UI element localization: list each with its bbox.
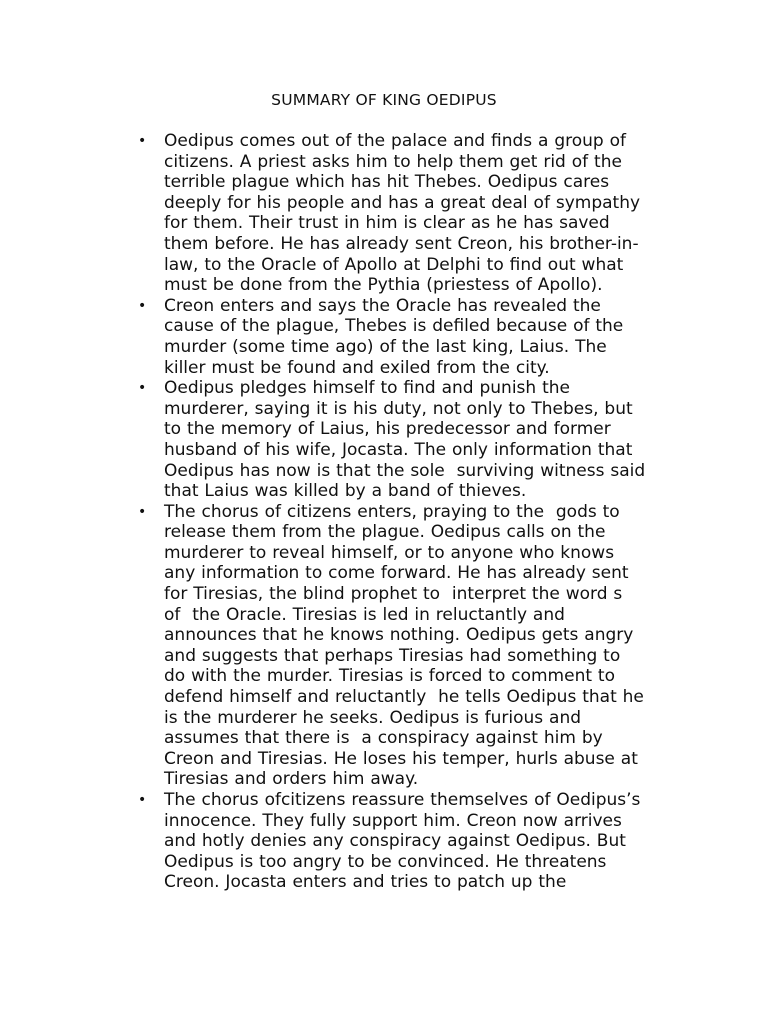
- text-line: terrible plague which has hit Thebes. Oedipus cares: [164, 172, 610, 193]
- text-line: cause of the plague, Thebes is defiled because of the: [164, 316, 624, 337]
- bullet-icon: •: [138, 133, 147, 149]
- text-line: Creon and Tiresias. He loses his temper, hurls abuse at: [164, 748, 638, 769]
- text-line: Oedipus pledges himself to find and punish the: [164, 378, 570, 399]
- text-line: killer must be found and exiled from the city.: [164, 357, 550, 378]
- text-line: any information to come forward. He has already sent: [164, 563, 629, 584]
- page-title: SUMMARY OF KING OEDIPUS: [271, 91, 497, 109]
- text-line: announces that he knows nothing. Oedipus gets angry: [164, 625, 634, 646]
- bullet-icon: •: [138, 792, 147, 808]
- text-line: must be done from the Pythia (priestess of Apollo).: [164, 275, 603, 296]
- text-line: Oedipus is too angry to be convinced. He threatens: [164, 851, 607, 872]
- text-line: Creon enters and says the Oracle has revealed the: [164, 295, 601, 316]
- text-line: murder (some time ago) of the last king, Laius. The: [164, 336, 607, 357]
- text-line: of the Oracle. Tiresias is led in reluctantly and: [164, 604, 565, 625]
- bullet-item: [138, 131, 668, 296]
- text-line: for them. Their trust in him is clear as he has saved: [164, 213, 610, 234]
- text-line: Tiresias and orders him away.: [164, 769, 419, 790]
- text-line: that Laius was killed by a band of thieves.: [164, 481, 527, 502]
- text-line: murderer, saying it is his duty, not only to Thebes, but: [164, 398, 633, 419]
- text-line: law, to the Oracle of Apollo at Delphi to find out what: [164, 254, 624, 275]
- text-line: The chorus of citizens enters, praying to the gods to: [164, 501, 620, 522]
- text-line: murderer to reveal himself, or to anyone who knows: [164, 542, 615, 563]
- text-line: them before. He has already sent Creon, his brother-in-: [164, 233, 639, 254]
- text-line: Oedipus comes out of the palace and finds a group of: [164, 131, 627, 151]
- bullet-icon: •: [138, 380, 147, 397]
- text-line: and suggests that perhaps Tiresias had something to: [164, 645, 621, 666]
- text-line: to the memory of Laius, his predecessor and former: [164, 419, 611, 440]
- text-line: husband of his wife, Jocasta. The only information that: [164, 439, 633, 460]
- bullet-item: [138, 790, 668, 893]
- summary-bullet-list: [138, 131, 668, 893]
- text-line: citizens. A priest asks him to help them get rid of the: [164, 151, 622, 172]
- bullet-icon: •: [138, 503, 147, 520]
- text-line: is the murderer he seeks. Oedipus is furious and: [164, 707, 582, 728]
- bullet-icon: •: [138, 297, 147, 314]
- text-line: Oedipus has now is that the sole surviving witness said: [164, 460, 646, 481]
- text-line: release them from the plague. Oedipus calls on the: [164, 522, 606, 543]
- text-line: deeply for his people and has a great deal of sympathy: [164, 192, 641, 213]
- bullet-item: [138, 296, 668, 378]
- text-line: The chorus ofcitizens reassure themselves of Oedipus’s: [164, 790, 641, 810]
- text-line: Creon. Jocasta enters and tries to patch up the: [164, 872, 567, 893]
- text-line: defend himself and reluctantly he tells Oedipus that he: [164, 687, 644, 708]
- text-line: and hotly denies any conspiracy against Oedipus. But: [164, 831, 626, 852]
- text-line: assumes that there is a conspiracy against him by: [164, 728, 603, 749]
- text-line: for Tiresias, the blind prophet to interpret the word s: [164, 584, 623, 605]
- text-line: do with the murder. Tiresias is forced to comment to: [164, 666, 615, 687]
- bullet-item: [138, 378, 668, 502]
- bullet-item: [138, 502, 668, 790]
- text-line: innocence. They fully support him. Creon now arrives: [164, 810, 622, 831]
